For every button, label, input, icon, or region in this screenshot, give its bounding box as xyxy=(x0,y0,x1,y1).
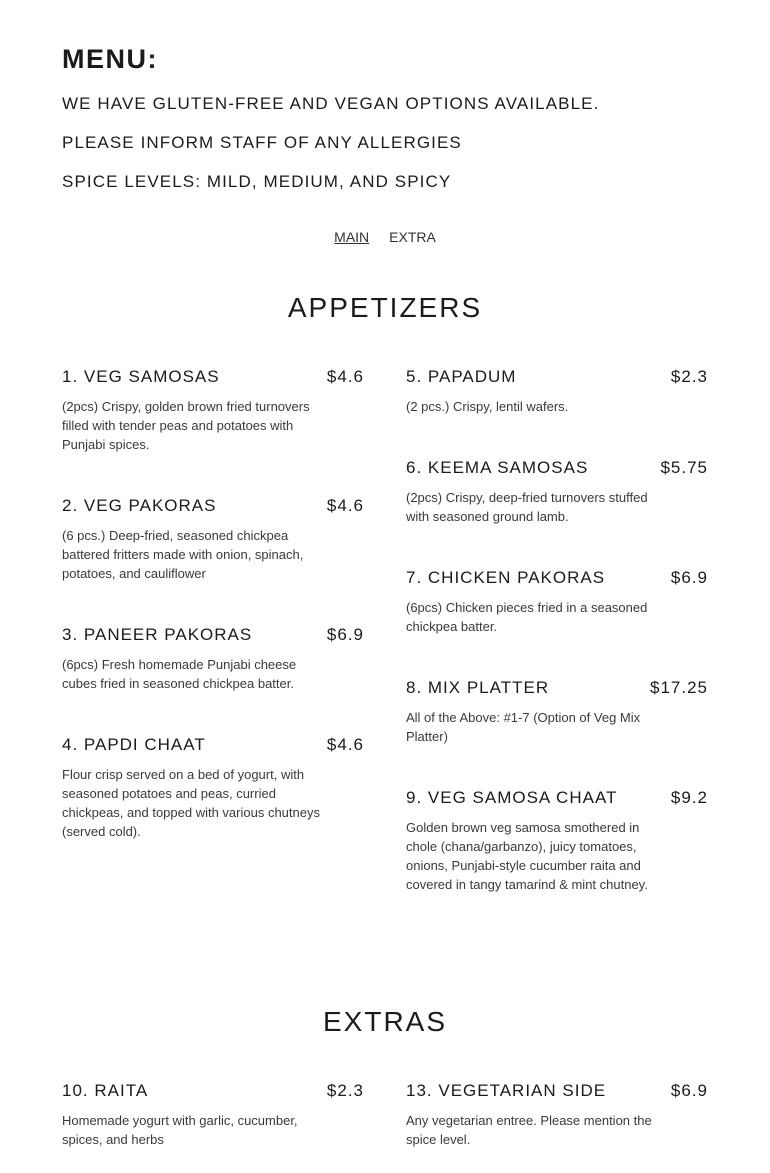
menu-item xyxy=(62,625,364,693)
menu-item xyxy=(406,788,708,894)
item-description: Golden brown veg samosa smothered in chole (chana/garbanzo), juicy tomatoes, onions, Punjabi-style cucumber raita and covered in tangy tamarind & mint chutney. xyxy=(406,820,648,892)
menu-item xyxy=(406,367,708,416)
item-name: 10. RAITA xyxy=(62,1081,149,1100)
item-price: $17.25 xyxy=(650,678,708,697)
item-price: $2.3 xyxy=(326,1081,364,1100)
tab-main[interactable]: MAIN xyxy=(334,229,370,245)
notice-spice-levels: SPICE LEVELS: MILD, MEDIUM, AND SPICY xyxy=(62,172,452,191)
item-name: 5. PAPADUM xyxy=(406,367,517,386)
tab-extra[interactable]: EXTRA xyxy=(389,229,436,245)
item-description: Any vegetarian entree. Please mention the spice level. xyxy=(406,1113,652,1147)
section-title-appetizers: APPETIZERS xyxy=(287,292,483,323)
item-price: $4.6 xyxy=(326,367,364,386)
item-price: $6.9 xyxy=(670,568,708,587)
item-name: 4. PAPDI CHAAT xyxy=(62,735,206,754)
item-name: 13. VEGETARIAN SIDE xyxy=(406,1081,607,1100)
item-description: Flour crisp served on a bed of yogurt, with seasoned potatoes and peas, curried chickpeas, and topped with various chutneys (served cold). xyxy=(62,767,320,839)
page-title: MENU: xyxy=(62,44,158,74)
item-description: (2pcs) Crispy, golden brown fried turnovers filled with tender peas and potatoes with Punjabi spices. xyxy=(62,399,310,452)
item-description: (6 pcs.) Deep-fried, seasoned chickpea battered fritters made with onion, spinach, potatoes, and cauliflower xyxy=(62,528,304,581)
menu-item xyxy=(406,678,708,746)
item-price: $4.6 xyxy=(326,735,364,754)
item-description: (6pcs) Fresh homemade Punjabi cheese cubes fried in seasoned chickpea batter. xyxy=(62,657,297,691)
menu-item xyxy=(62,735,364,841)
notice-allergies: PLEASE INFORM STAFF OF ANY ALLERGIES xyxy=(62,133,462,152)
menu-item xyxy=(406,568,708,636)
item-name: 3. PANEER PAKORAS xyxy=(62,625,253,644)
item-name: 7. CHICKEN PAKORAS xyxy=(406,568,606,587)
item-name: 6. KEEMA SAMOSAS xyxy=(406,458,589,477)
item-description: All of the Above: #1-7 (Option of Veg Mix Platter) xyxy=(406,710,641,744)
item-description: (2pcs) Crispy, deep-fried turnovers stuffed with seasoned ground lamb. xyxy=(406,490,648,524)
section-title-extras: EXTRAS xyxy=(322,1006,448,1037)
item-description: (6pcs) Chicken pieces fried in a seasoned chickpea batter. xyxy=(406,600,648,634)
item-description: Homemade yogurt with garlic, cucumber, spices, and herbs xyxy=(62,1113,298,1147)
item-price: $5.75 xyxy=(660,458,708,477)
menu-item xyxy=(406,1081,708,1149)
item-name: 9. VEG SAMOSA CHAAT xyxy=(406,788,618,807)
item-price: $6.9 xyxy=(326,625,364,644)
menu-item xyxy=(406,458,708,526)
item-price: $2.3 xyxy=(670,367,708,386)
menu-item xyxy=(62,496,364,583)
menu-item xyxy=(62,367,364,454)
notice-gluten-free: WE HAVE GLUTEN-FREE AND VEGAN OPTIONS AVAILABLE. xyxy=(62,94,600,113)
menu-tabs xyxy=(0,229,770,245)
item-price: $6.9 xyxy=(670,1081,708,1100)
item-name: 1. VEG SAMOSAS xyxy=(62,367,220,386)
item-price: $4.6 xyxy=(326,496,364,515)
item-name: 8. MIX PLATTER xyxy=(406,678,550,697)
item-description: (2 pcs.) Crispy, lentil wafers. xyxy=(406,399,569,414)
item-name: 2. VEG PAKORAS xyxy=(62,496,217,515)
item-price: $9.2 xyxy=(670,788,708,807)
menu-item xyxy=(62,1081,364,1149)
